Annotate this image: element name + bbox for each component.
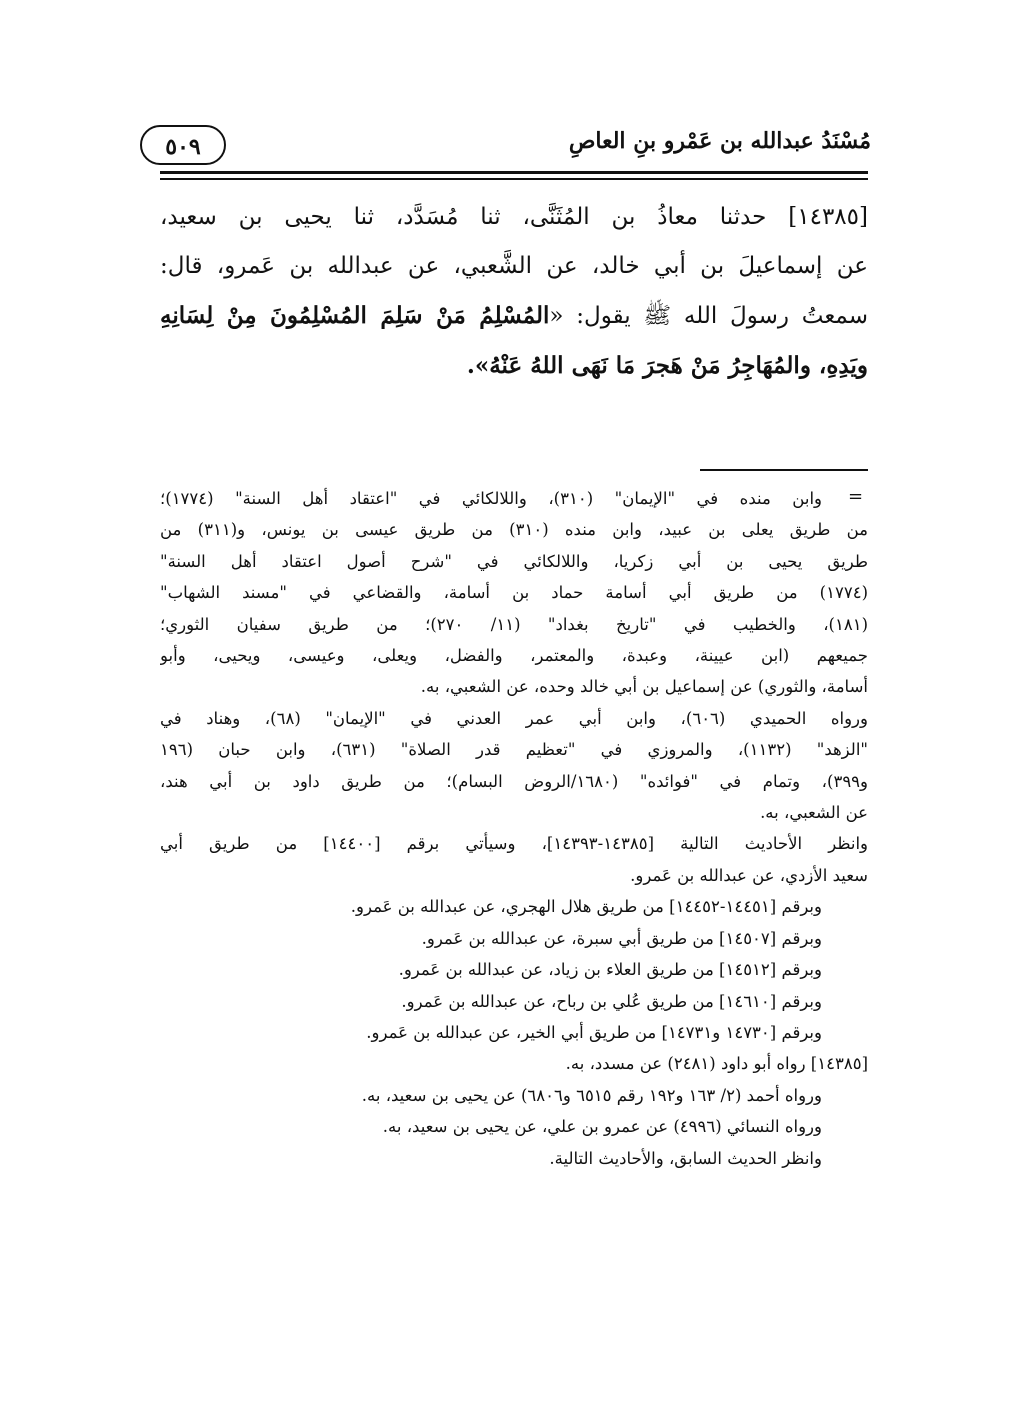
footnote-line: وبرقم [١٤٥١٢] من طريق العلاء بن زياد، عن عبدالله بن عَمرو. [398,960,822,980]
footnote-line: وانظر الحديث السابق، والأحاديث التالية. [549,1148,822,1168]
hadith-line-3-intro: سمعتُ رسولَ الله ﷺ يقول: « [549,303,868,329]
footnote-line: أسامة، والثوري) عن إسماعيل بن أبي خالد وحده، عن الشعبي، به. [420,677,868,697]
footnote-line: وانظر الأحاديث التالية [١٤٣٨٥-١٤٣٩٣]، وسيأتي برقم [١٤٤٠٠] من طريق أبي [160,834,868,854]
header-rule-thick [160,171,868,174]
hadith-line-3 [160,291,868,341]
footnote-line: ورواه النسائي (٤٩٩٦) عن عمرو بن علي، عن يحيى بن سعيد، به. [382,1117,822,1137]
hadith-text [160,193,868,391]
footnote-line: ورواه أحمد (٢/ ١٦٣ و١٩٢ رقم ٦٥١٥ و٦٨٠٦) عن يحيى بن سعيد، به. [361,1085,822,1105]
footnote-line: [١٤٣٨٥] رواه أبو داود (٢٤٨١) عن مسدد، به. [565,1054,868,1074]
footnote-line: و٣٩٩)، وتمام في "فوائده" (١٦٨٠/الروض البسام)؛ من طريق داود بن أبي هند، [160,771,868,791]
footnote-line: (١٧٧٤) من طريق أبي أسامة حماد بن أسامة، والقضاعي في "مسند الشهاب" [160,583,868,603]
footnote-line: وبرقم [١٤٤٥١-١٤٤٥٢] من طريق هلال الهجري، عن عبدالله بن عَمرو. [350,897,822,917]
running-header-title: مُسْنَدُ عبدالله بن عَمْرو بنِ العاصِ [568,128,871,154]
footnote-line: "الزهد" (١١٣٢)، والمروزي في "تعظيم قدر الصلاة" (٦٣١)، وابن حبان (١٩٦ [160,740,868,760]
footnote-line: من طريق يعلى بن عبيد، وابن منده (٣١٠) من طريق عيسى بن يونس، و(٣١١) من [160,520,868,540]
footnote-line: ورواه الحميدي (٦٠٦)، وابن أبي عمر العدني في "الإيمان" (٦٨)، وهناد في [160,708,868,728]
footnote-line: طريق يحيى بن أبي زكريا، واللالكائي في "شرح أصول اعتقاد أهل السنة" [160,551,868,571]
hadith-line-1: [١٤٣٨٥] حدثنا معاذُ بن المُثَنَّى، ثنا مُسَدَّد، ثنا يحيى بن سعيد، [160,204,868,230]
footnote-line: وبرقم [١٤٥٠٧] من طريق أبي سبرة، عن عبدالله بن عَمرو. [421,928,822,948]
hadith-line-2: عن إسماعيلَ بن أبي خالد، عن الشَّعبي، عن عبدالله بن عَمرو، قال: [160,253,868,279]
hadith-line-4 [160,341,868,391]
footnote-line: (١٨١)، والخطيب في "تاريخ بغداد" (١١/ ٢٧٠)؛ من طريق سفيان الثوري؛ [160,614,868,634]
hadith-line-3-bold: المُسْلِمُ مَنْ سَلِمَ المُسْلِمُونَ مِنْ لِسَانِهِ [160,302,550,329]
header-rule-thin [160,178,868,180]
footnote-line: جميعهم (ابن عيينة، وعبدة، والمعتمر، والفضل، ويعلى، وعيسى، ويحيى، وأبو [160,646,868,666]
page-number-badge: ٥٠٩ [140,125,226,165]
footnote-line: سعيد الأزدي، عن عبدالله بن عَمرو. [630,865,868,885]
footnote-line: وبرقم [١٤٦١٠] من طريق عُلي بن رباح، عن عبدالله بن عَمرو. [401,991,822,1011]
footnote-separator [700,469,868,471]
footnote-line: عن الشعبي، به. [760,803,868,823]
hadith-line-4-bold: ويَدِهِ، والمُهَاجِرُ مَنْ هَجرَ مَا نَهَى اللهُ عَنْهُ». [466,352,868,379]
footnote-line: وابن منده في "الإيمان" (٣١٠)، واللالكائي في "اعتقاد أهل السنة" (١٧٧٤)؛ [160,489,822,508]
footnote-line: وبرقم [١٤٧٣٠ و١٤٧٣١] من طريق أبي الخير، عن عبدالله بن عَمرو. [366,1022,822,1042]
footnote-continuation-mark: = [848,486,864,507]
footnotes [160,483,868,1174]
